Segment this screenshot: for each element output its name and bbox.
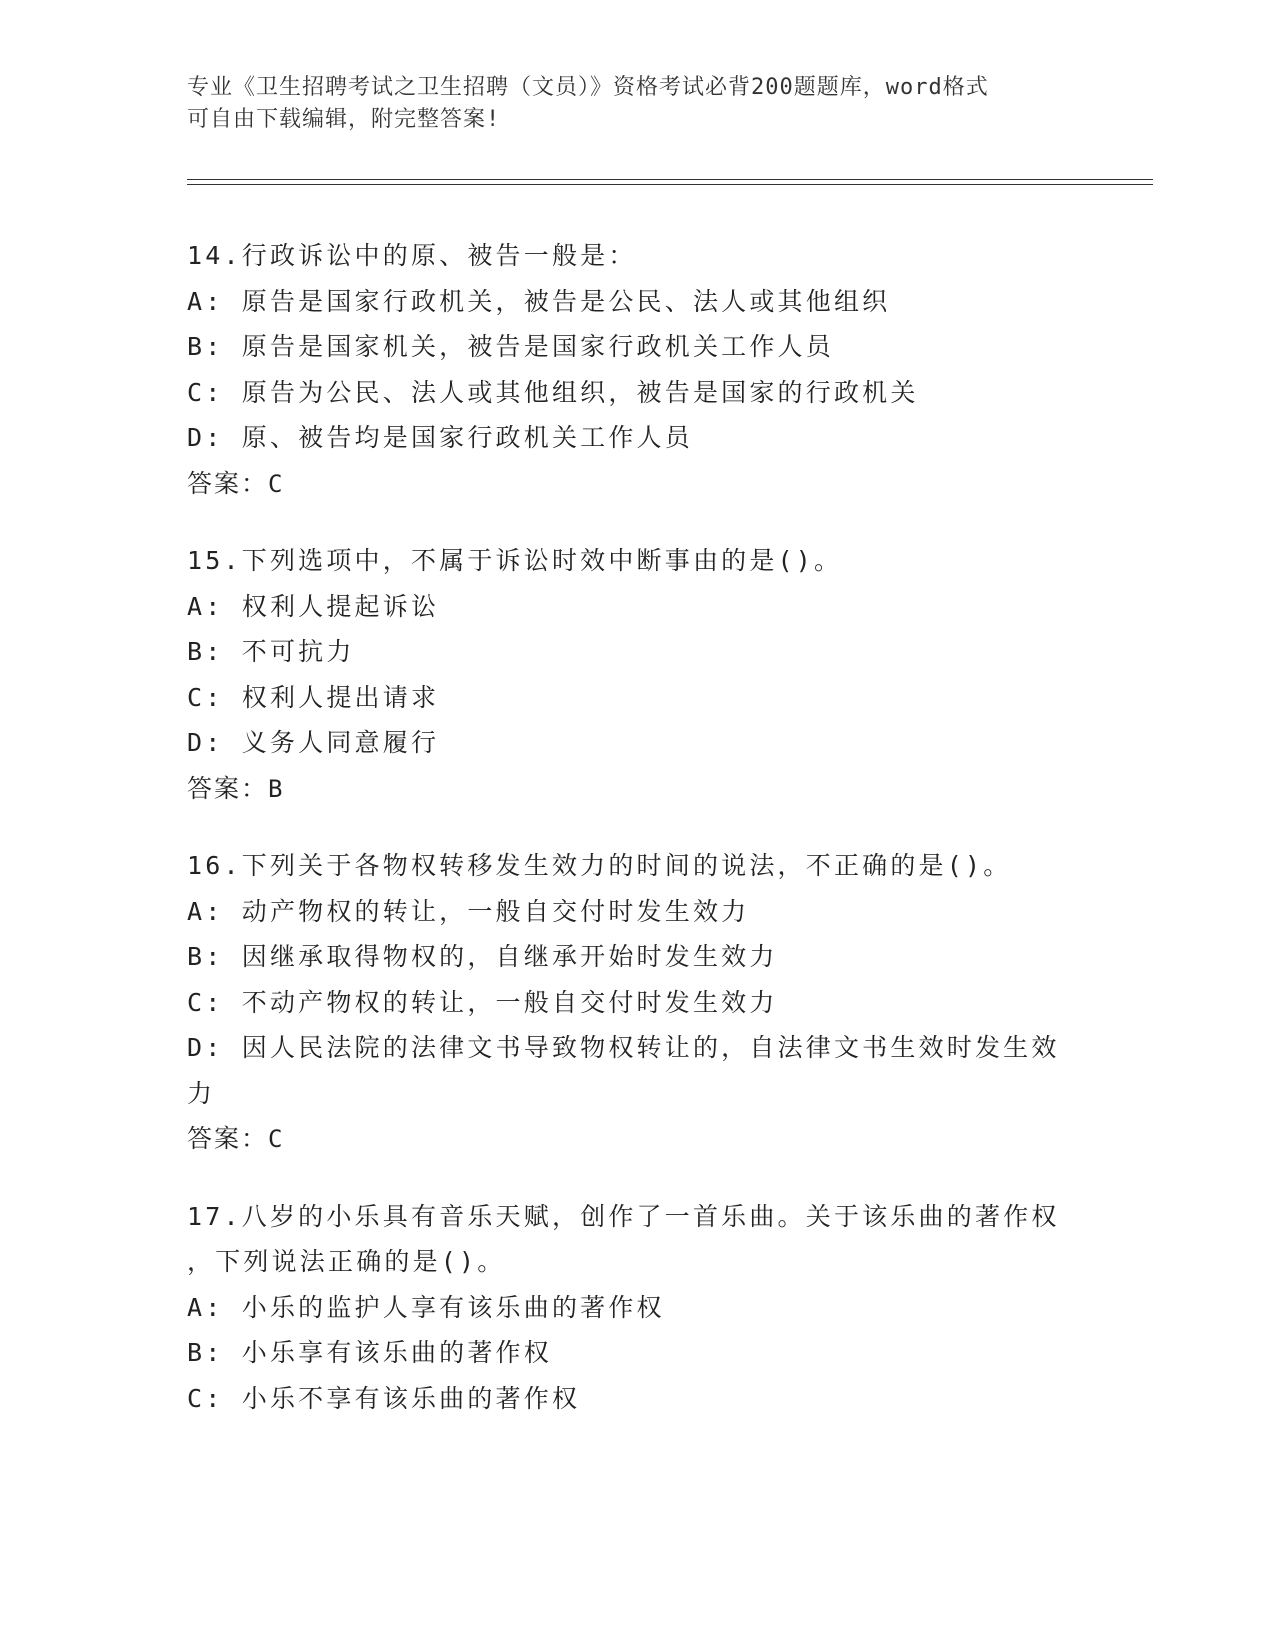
question-stem: 16.下列关于各物权转移发生效力的时间的说法，不正确的是()。 — [187, 851, 1012, 880]
question-item — [187, 843, 1087, 1162]
option-a: A: 小乐的监护人享有该乐曲的著作权 — [187, 1292, 665, 1322]
header-line-1: 专业《卫生招聘考试之卫生招聘（文员）》资格考试必背200题题库，word格式 — [187, 75, 989, 100]
answer-line — [187, 461, 1087, 507]
option-b: B: 小乐享有该乐曲的著作权 — [187, 1338, 552, 1367]
option-d: D: 因人民法院的法律文书导致物权转让的，自法律文书生效时发生效 — [187, 1033, 1060, 1062]
option-c: C: 小乐不享有该乐曲的著作权 — [187, 1383, 581, 1413]
header-line-2: 可自由下载编辑，附完整答案! — [187, 107, 501, 132]
option-b: B: 原告是国家机关，被告是国家行政机关工作人员 — [187, 332, 834, 361]
option-d: 力 — [187, 1078, 216, 1108]
answer-label: 答案： — [187, 773, 269, 803]
answer-value: C — [268, 1125, 284, 1153]
document-header — [187, 72, 1087, 136]
question-item — [187, 538, 1087, 811]
option-c: C: 不动产物权的转让，一般自交付时发生效力 — [187, 987, 778, 1017]
answer-line — [187, 766, 1087, 812]
answer-line — [187, 1116, 1087, 1162]
option-d: D: 义务人同意履行 — [187, 728, 440, 757]
question-stem: ，下列说法正确的是()。 — [187, 1247, 506, 1276]
header-divider-bottom — [187, 184, 1153, 185]
answer-label: 答案： — [187, 1124, 269, 1153]
question-item — [187, 1194, 1087, 1422]
option-a: A: 权利人提起诉讼 — [187, 591, 440, 621]
option-c: C: 权利人提出请求 — [187, 682, 440, 712]
question-stem: 14.行政诉讼中的原、被告一般是： — [187, 241, 637, 270]
question-item — [187, 233, 1087, 506]
option-c: C: 原告为公民、法人或其他组织，被告是国家的行政机关 — [187, 377, 919, 407]
option-b: B: 不可抗力 — [187, 637, 355, 666]
option-b: B: 因继承取得物权的，自继承开始时发生效力 — [187, 942, 778, 971]
option-d: D: 原、被告均是国家行政机关工作人员 — [187, 423, 693, 452]
question-stem: 15.下列选项中，不属于诉讼时效中断事由的是()。 — [187, 546, 843, 575]
answer-label: 答案： — [187, 468, 269, 498]
question-list — [187, 233, 1087, 1453]
answer-value: B — [268, 774, 284, 803]
question-stem: 17.八岁的小乐具有音乐天赋，创作了一首乐曲。关于该乐曲的著作权 — [187, 1201, 1060, 1231]
option-a: A: 动产物权的转让，一般自交付时发生效力 — [187, 896, 750, 926]
answer-value: C — [268, 469, 284, 498]
header-divider-top — [187, 179, 1153, 180]
option-a: A: 原告是国家行政机关，被告是公民、法人或其他组织 — [187, 286, 891, 316]
